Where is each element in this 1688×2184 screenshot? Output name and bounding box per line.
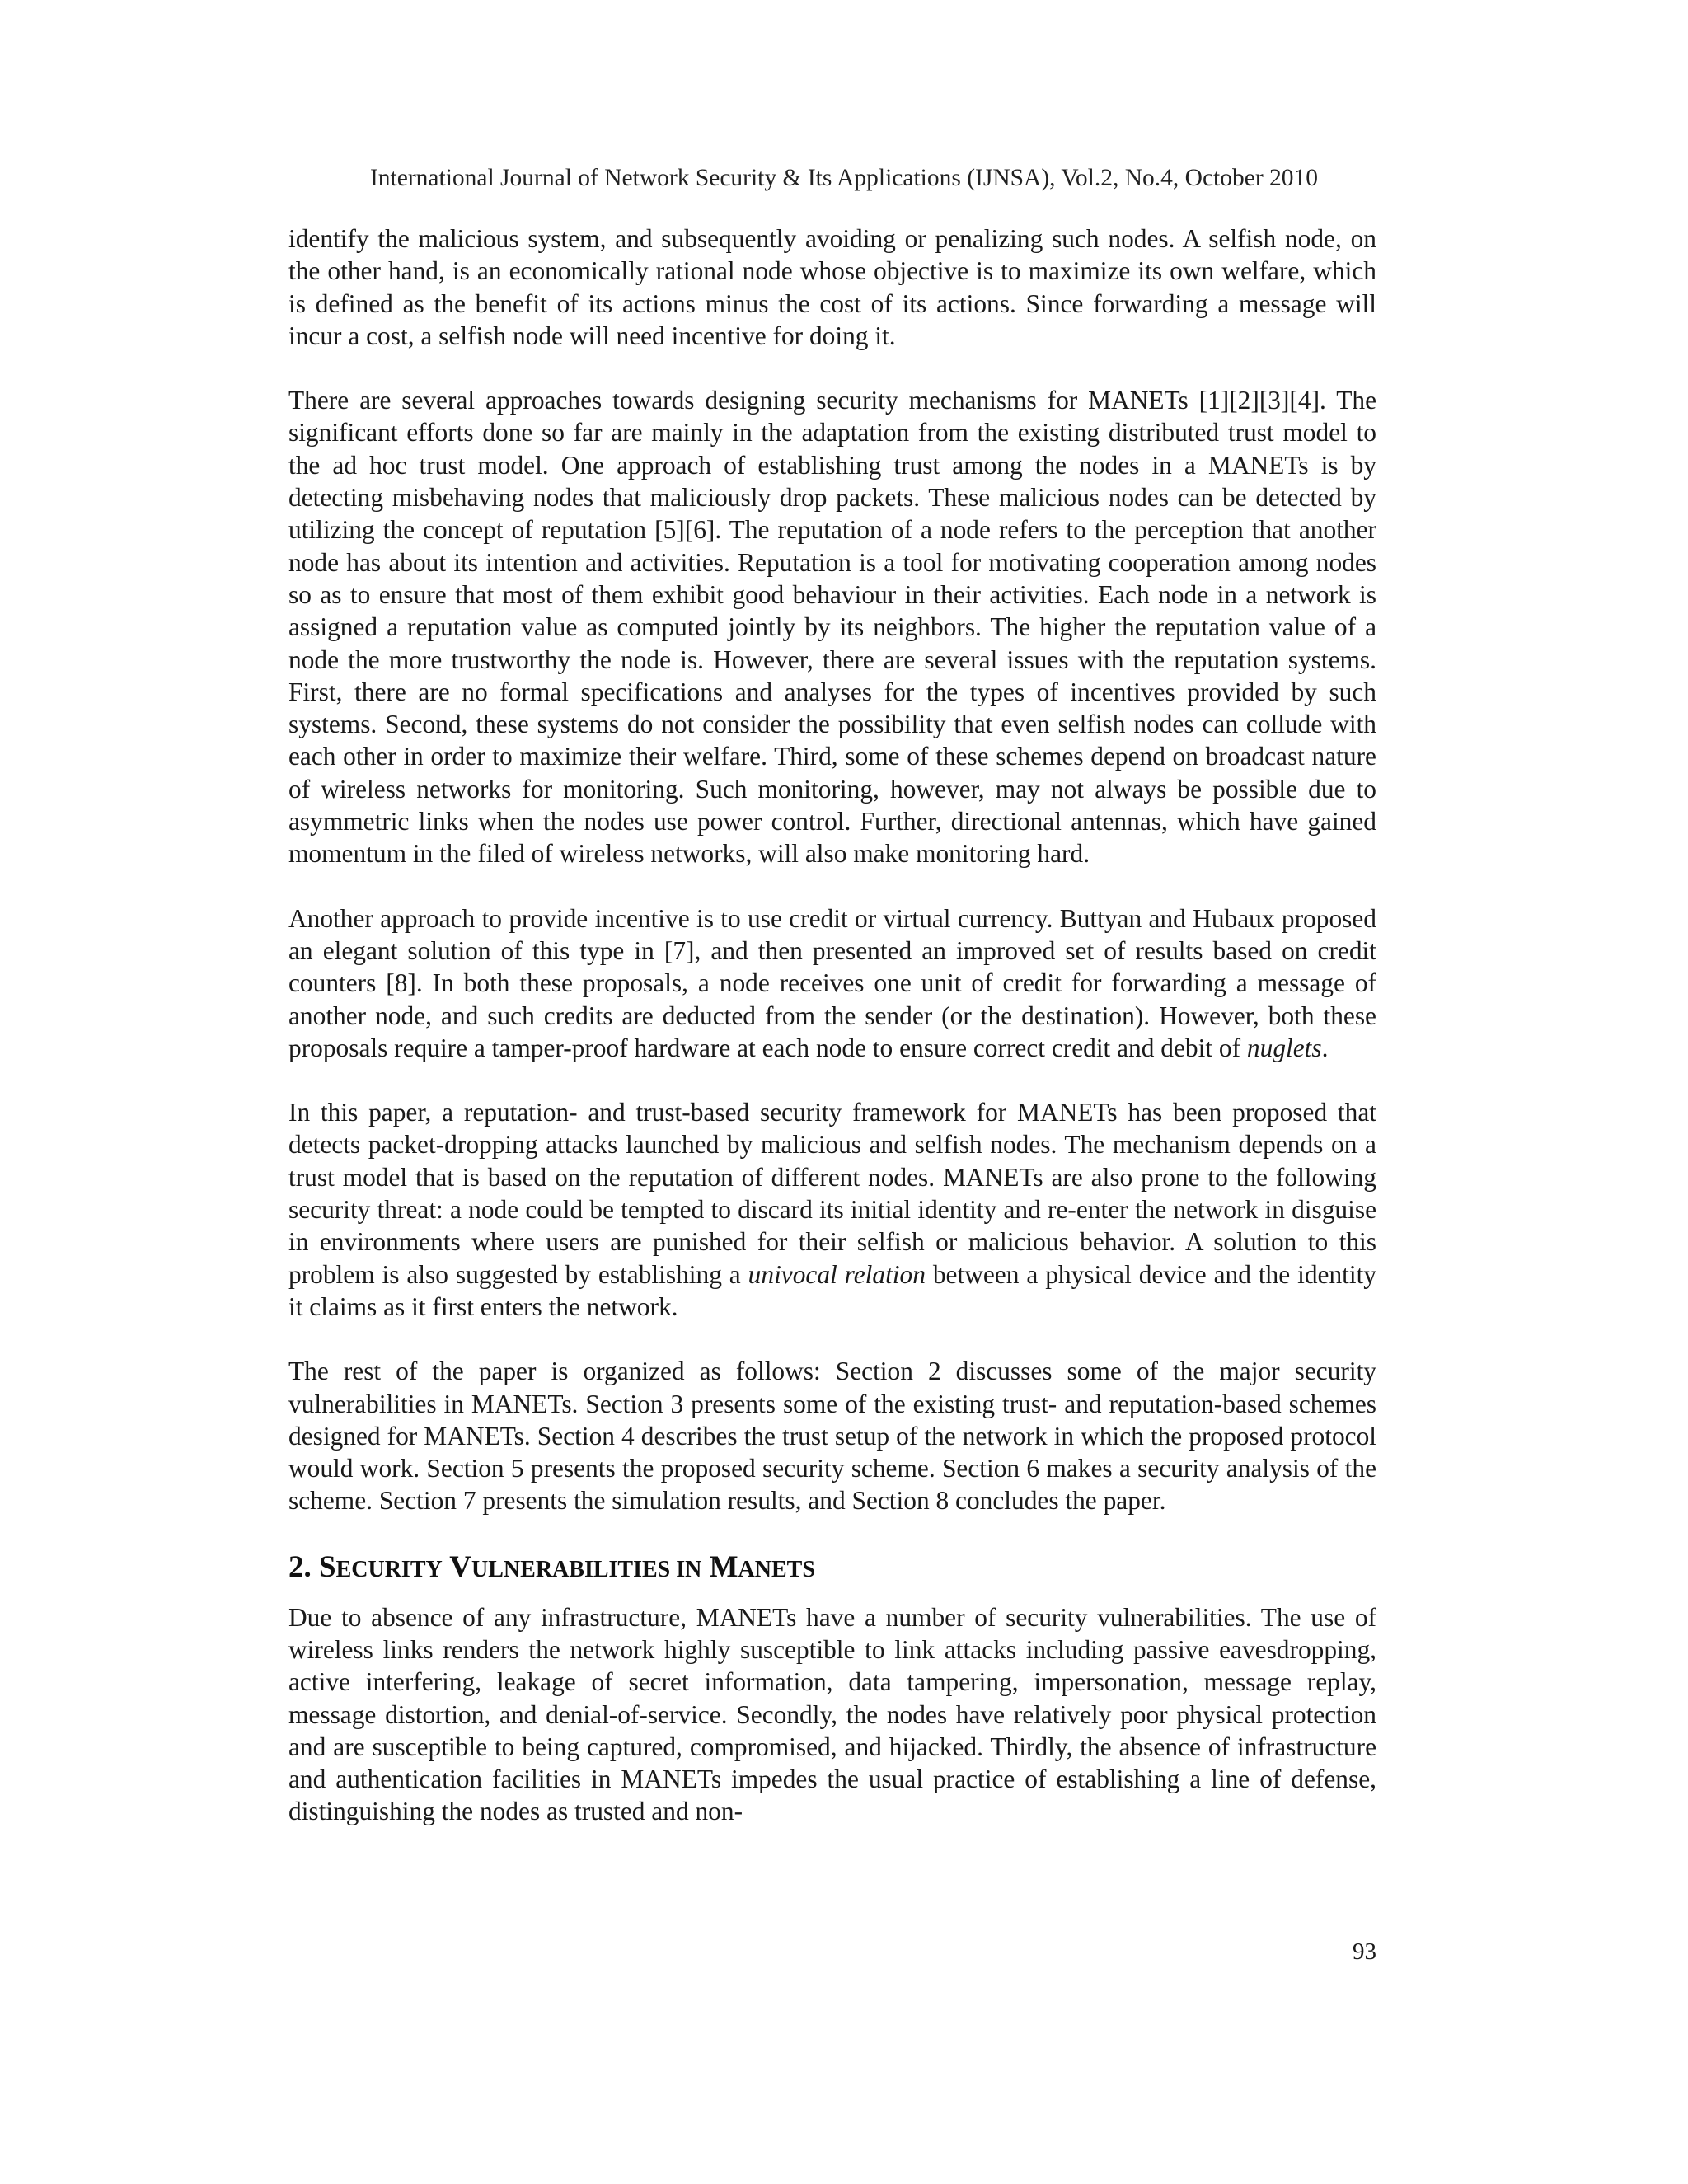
- paragraph-paper-organization: The rest of the paper is organized as follows: Section 2 discusses some of the major security vulnerabilities in MANETs. Section 3 presents some of the existing trust- and reputation-based schemes designed for MANETs. Section 4 describes the trust setup of the network in which the proposed protocol would work. Section 5 presents the proposed security scheme. Section 6 makes a security analysis of the scheme. Section 7 presents the simulation results, and Section 8 concludes the paper.: [288, 1357, 1376, 1516]
- section-heading: [288, 1549, 1376, 1588]
- paragraph-proposed-framework-text: In this paper, a reputation- and trust-based security framework for MANETs has been proposed that detects packet-dropping attacks launched by malicious and selfish nodes. The mechanism depends on a trust model that is based on the reputation of different nodes. MANETs are also prone to the following security threat: a node could be tempted to discard its initial identity and re-enter the network in disguise in environments where users are punished for their selfish or malicious behavior. A solution to this problem is also suggested by establishing a: [288, 1098, 1376, 1289]
- section-title-initial-2: V: [442, 1549, 472, 1584]
- term-nuglets: nuglets: [1246, 1033, 1322, 1062]
- paragraph-security-vulnerabilities: Due to absence of any infrastructure, MANETs have a number of security vulnerabilities. The use of wireless links renders the network highly susceptible to link attacks including passive eavesdropping, active interfering, leakage of secret information, data tampering, impersonation, message replay, message distortion, and denial-of-service. Secondly, the nodes have relatively poor physical protection and are susceptible to being captured, compromised, and hijacked. Thirdly, the absence of infrastructure and authentication facilities in MANETs impedes the usual practice of establishing a line of defense, distinguishing the nodes as trusted and non-: [288, 1602, 1376, 1826]
- paragraph-proposed-framework-end: between a physical device and the identity it claims as it first enters the network.: [288, 1259, 1376, 1321]
- section-title-initial-1: S: [319, 1549, 336, 1584]
- section-title-rest-2: ULNERABILITIES IN: [471, 1556, 702, 1582]
- term-univocal-relation: univocal relation: [748, 1259, 926, 1289]
- section-number: 2.: [288, 1549, 319, 1584]
- paragraph-credit-currency-text: Another approach to provide incentive is to use credit or virtual currency. Buttyan and Hubaux proposed an elegant solution of this type in [7], and then presented an improved set of results based on credit counters [8]. In both these proposals, a node receives one unit of credit for forwarding a message of another node, and such credits are deducted from the sender (or the destination). However, both these proposals require a tamper-proof hardware at each node to ensure correct credit and debit of: [288, 903, 1376, 1062]
- paragraph-proposed-framework: [288, 1096, 1376, 1323]
- section-title-rest-3: ANETS: [738, 1556, 815, 1582]
- paragraph-credit-currency: [288, 902, 1376, 1064]
- page-number: 93: [1353, 1938, 1376, 1965]
- paragraph-selfish-node: identify the malicious system, and subsequently avoiding or penalizing such nodes. A selfish node, on the other hand, is an economically rational node whose objective is to maximize its own welfare, which is defined as the benefit of its actions minus the cost of its actions. Since forwarding a message will incur a cost, a selfish node will need incentive for doing it.: [288, 224, 1376, 350]
- paragraph-credit-currency-end: .: [1321, 1033, 1329, 1062]
- section-title-initial-3: M: [701, 1549, 738, 1584]
- body-text: [288, 223, 1376, 1860]
- paragraph-reputation-approaches: There are several approaches towards designing security mechanisms for MANETs [1][2][3][4]. The significant efforts done so far are mainly in the adaptation from the existing distributed trust model to the ad hoc trust model. One approach of establishing trust among the nodes in a MANETs is by detecting misbehaving nodes that maliciously drop packets. These malicious nodes can be detected by utilizing the concept of reputation [5][6]. The reputation of a node refers to the perception that another node has about its intention and activities. Reputation is a tool for motivating cooperation among nodes so as to ensure that most of them exhibit good behaviour in their activities. Each node in a network is assigned a reputation value as computed jointly by its neighbors. The higher the reputation value of a node the more trustworthy the node is. However, there are several issues with the reputation systems. First, there are no formal specifications and analyses for the types of incentives provided by such systems. Second, these systems do not consider the possibility that even selfish nodes can collude with each other in order to maximize their welfare. Third, some of these schemes depend on broadcast nature of wireless networks for monitoring. Such monitoring, however, may not always be possible due to asymmetric links when the nodes use power control. Further, directional antennas, which have gained momentum in the filed of wireless networks, will also make monitoring hard.: [288, 386, 1376, 869]
- running-header: International Journal of Network Security & Its Applications (IJNSA), Vol.2, No.4, October 2010: [369, 165, 1319, 191]
- section-title-rest-1: ECURITY: [335, 1556, 443, 1582]
